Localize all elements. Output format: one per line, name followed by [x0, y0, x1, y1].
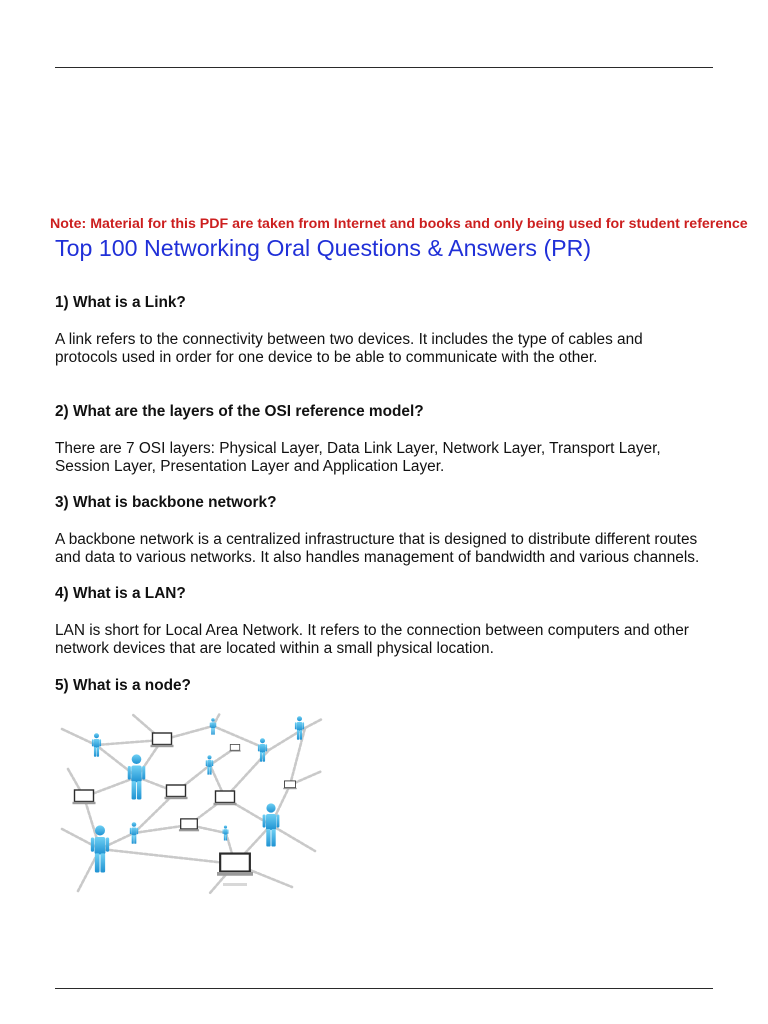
person-icon	[130, 822, 138, 844]
laptop-icon	[217, 854, 253, 876]
answer-4	[55, 622, 689, 658]
question-1-heading: 1) What is a Link?	[55, 294, 186, 311]
laptop-icon	[214, 791, 237, 805]
question-2-heading: 2) What are the layers of the OSI reference model?	[55, 403, 424, 420]
answer-3	[55, 531, 699, 567]
answer-line: and data to various networks. It also handles management of bandwidth and various channels.	[55, 549, 700, 566]
laptop-icon	[165, 785, 188, 799]
answer-line: A link refers to the connectivity between two devices. It includes the type of cables and	[55, 331, 643, 348]
answer-2	[55, 440, 661, 476]
answer-line: protocols used in order for one device to be able to communicate with the other.	[55, 349, 598, 366]
laptop-icon	[151, 733, 174, 747]
answer-1	[55, 331, 643, 367]
answer-line: Session Layer, Presentation Layer and Application Layer.	[55, 458, 445, 475]
answer-line: A backbone network is a centralized infrastructure that is designed to distribute different routes	[55, 531, 698, 548]
question-5-heading: 5) What is a node?	[55, 677, 191, 694]
answer-line: LAN is short for Local Area Network. It refers to the connection between computers and other	[55, 622, 689, 639]
source-note: Note: Material for this PDF are taken from Internet and books and only being used for student reference	[50, 216, 748, 232]
laptop-icon	[73, 790, 96, 804]
top-rule	[55, 67, 713, 68]
answer-line: network devices that are located within a small physical location.	[55, 640, 494, 657]
page-title: Top 100 Networking Oral Questions & Answers (PR)	[55, 235, 592, 261]
network-nodes	[73, 716, 305, 886]
laptop-icon	[229, 745, 241, 752]
answer-line: There are 7 OSI layers: Physical Layer, Data Link Layer, Network Layer, Transport Layer,	[55, 440, 661, 457]
laptop-icon	[283, 781, 296, 789]
bottom-rule	[55, 988, 713, 989]
question-4-heading: 4) What is a LAN?	[55, 585, 186, 602]
person-icon	[92, 733, 101, 757]
question-3-heading: 3) What is backbone network?	[55, 494, 277, 511]
laptop-icon	[179, 819, 199, 831]
network-nodes-illustration	[60, 711, 325, 896]
laptop-stand	[223, 883, 247, 886]
person-icon	[128, 754, 146, 799]
